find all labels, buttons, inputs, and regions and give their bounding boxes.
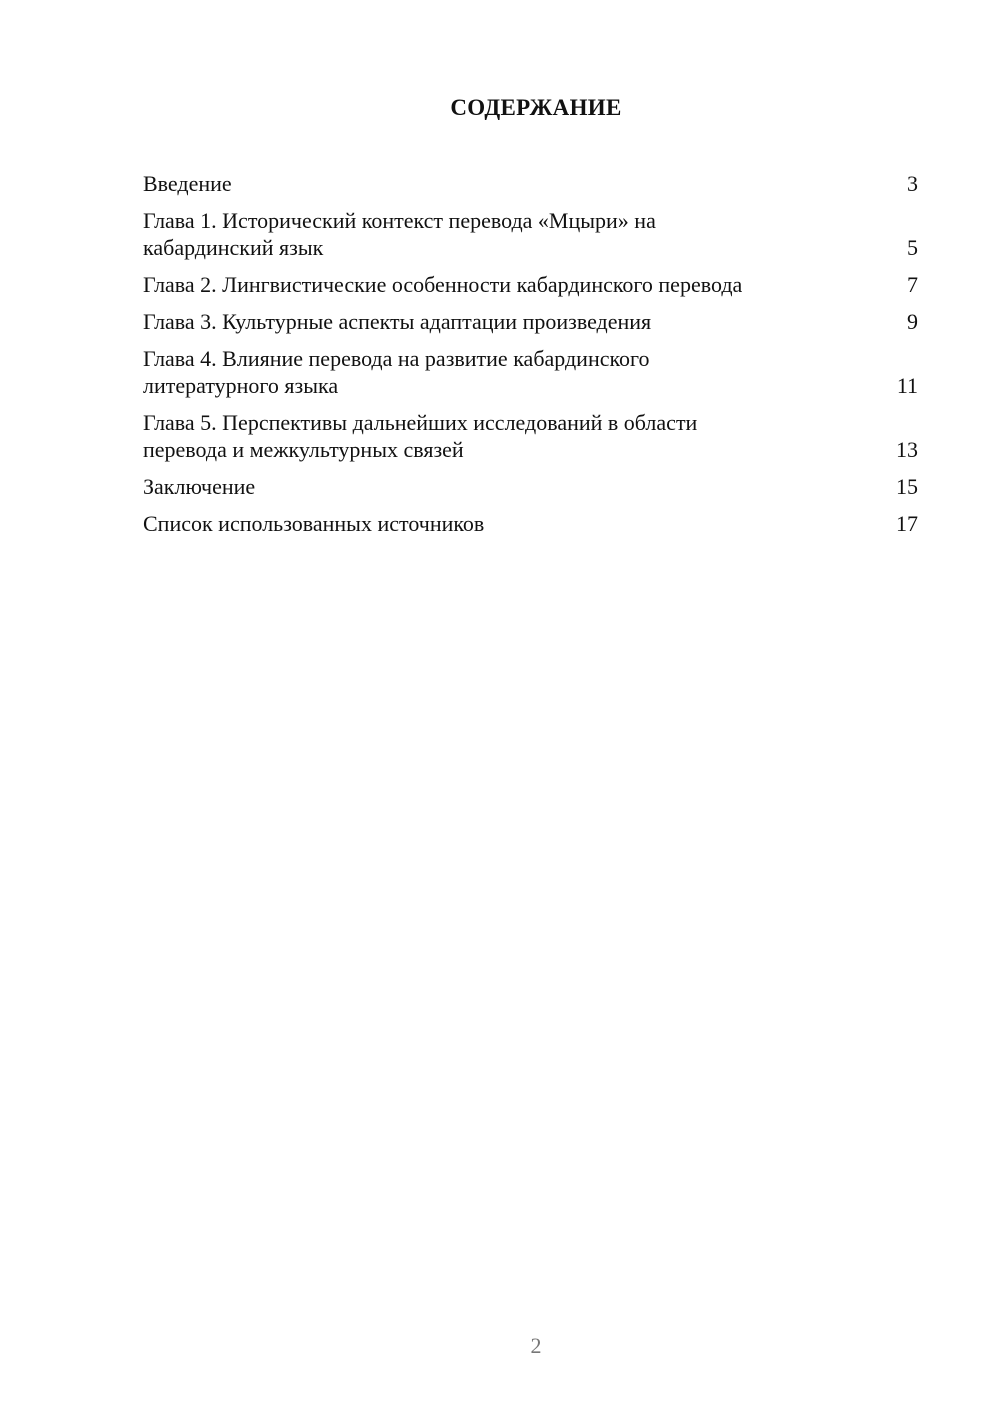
toc-entry <box>143 308 918 335</box>
toc-entry-text: Глава 5. Перспективы дальнейших исследований в области перевода и межкультурных связей <box>143 410 698 462</box>
toc-entry-text: Глава 2. Лингвистические особенности кабардинского перевода <box>143 272 743 297</box>
toc-entry <box>143 409 918 463</box>
toc-entry-page: 3 <box>907 171 918 196</box>
toc-entry-text: Глава 1. Исторический контекст перевода «Мцыри» на кабардинский язык <box>143 208 656 260</box>
toc-entry-text: Введение <box>143 171 232 196</box>
toc-entry <box>143 170 918 197</box>
toc-entry-text: Заключение <box>143 474 256 499</box>
toc-entry-page: 15 <box>896 474 918 499</box>
page-number: 2 <box>530 1333 542 1358</box>
page-title: СОДЕРЖАНИЕ <box>450 95 622 120</box>
toc-entry <box>143 345 918 399</box>
toc-entry <box>143 271 918 298</box>
toc-entry <box>143 473 918 500</box>
toc-entry-page: 9 <box>907 309 918 334</box>
toc-entry <box>143 510 918 537</box>
toc-entry-text: Глава 3. Культурные аспекты адаптации произведения <box>143 309 652 334</box>
toc-entry-text: Список использованных источников <box>143 511 485 536</box>
toc-entry-text: Глава 4. Влияние перевода на развитие кабардинского литературного языка <box>143 346 650 398</box>
toc-entry <box>143 207 918 261</box>
table-of-contents <box>143 170 918 547</box>
toc-entry-page: 11 <box>896 373 918 398</box>
toc-entry-page: 7 <box>907 272 918 297</box>
toc-entry-page: 5 <box>907 235 918 260</box>
toc-entry-page: 13 <box>896 437 918 462</box>
toc-entry-page: 17 <box>896 511 918 536</box>
